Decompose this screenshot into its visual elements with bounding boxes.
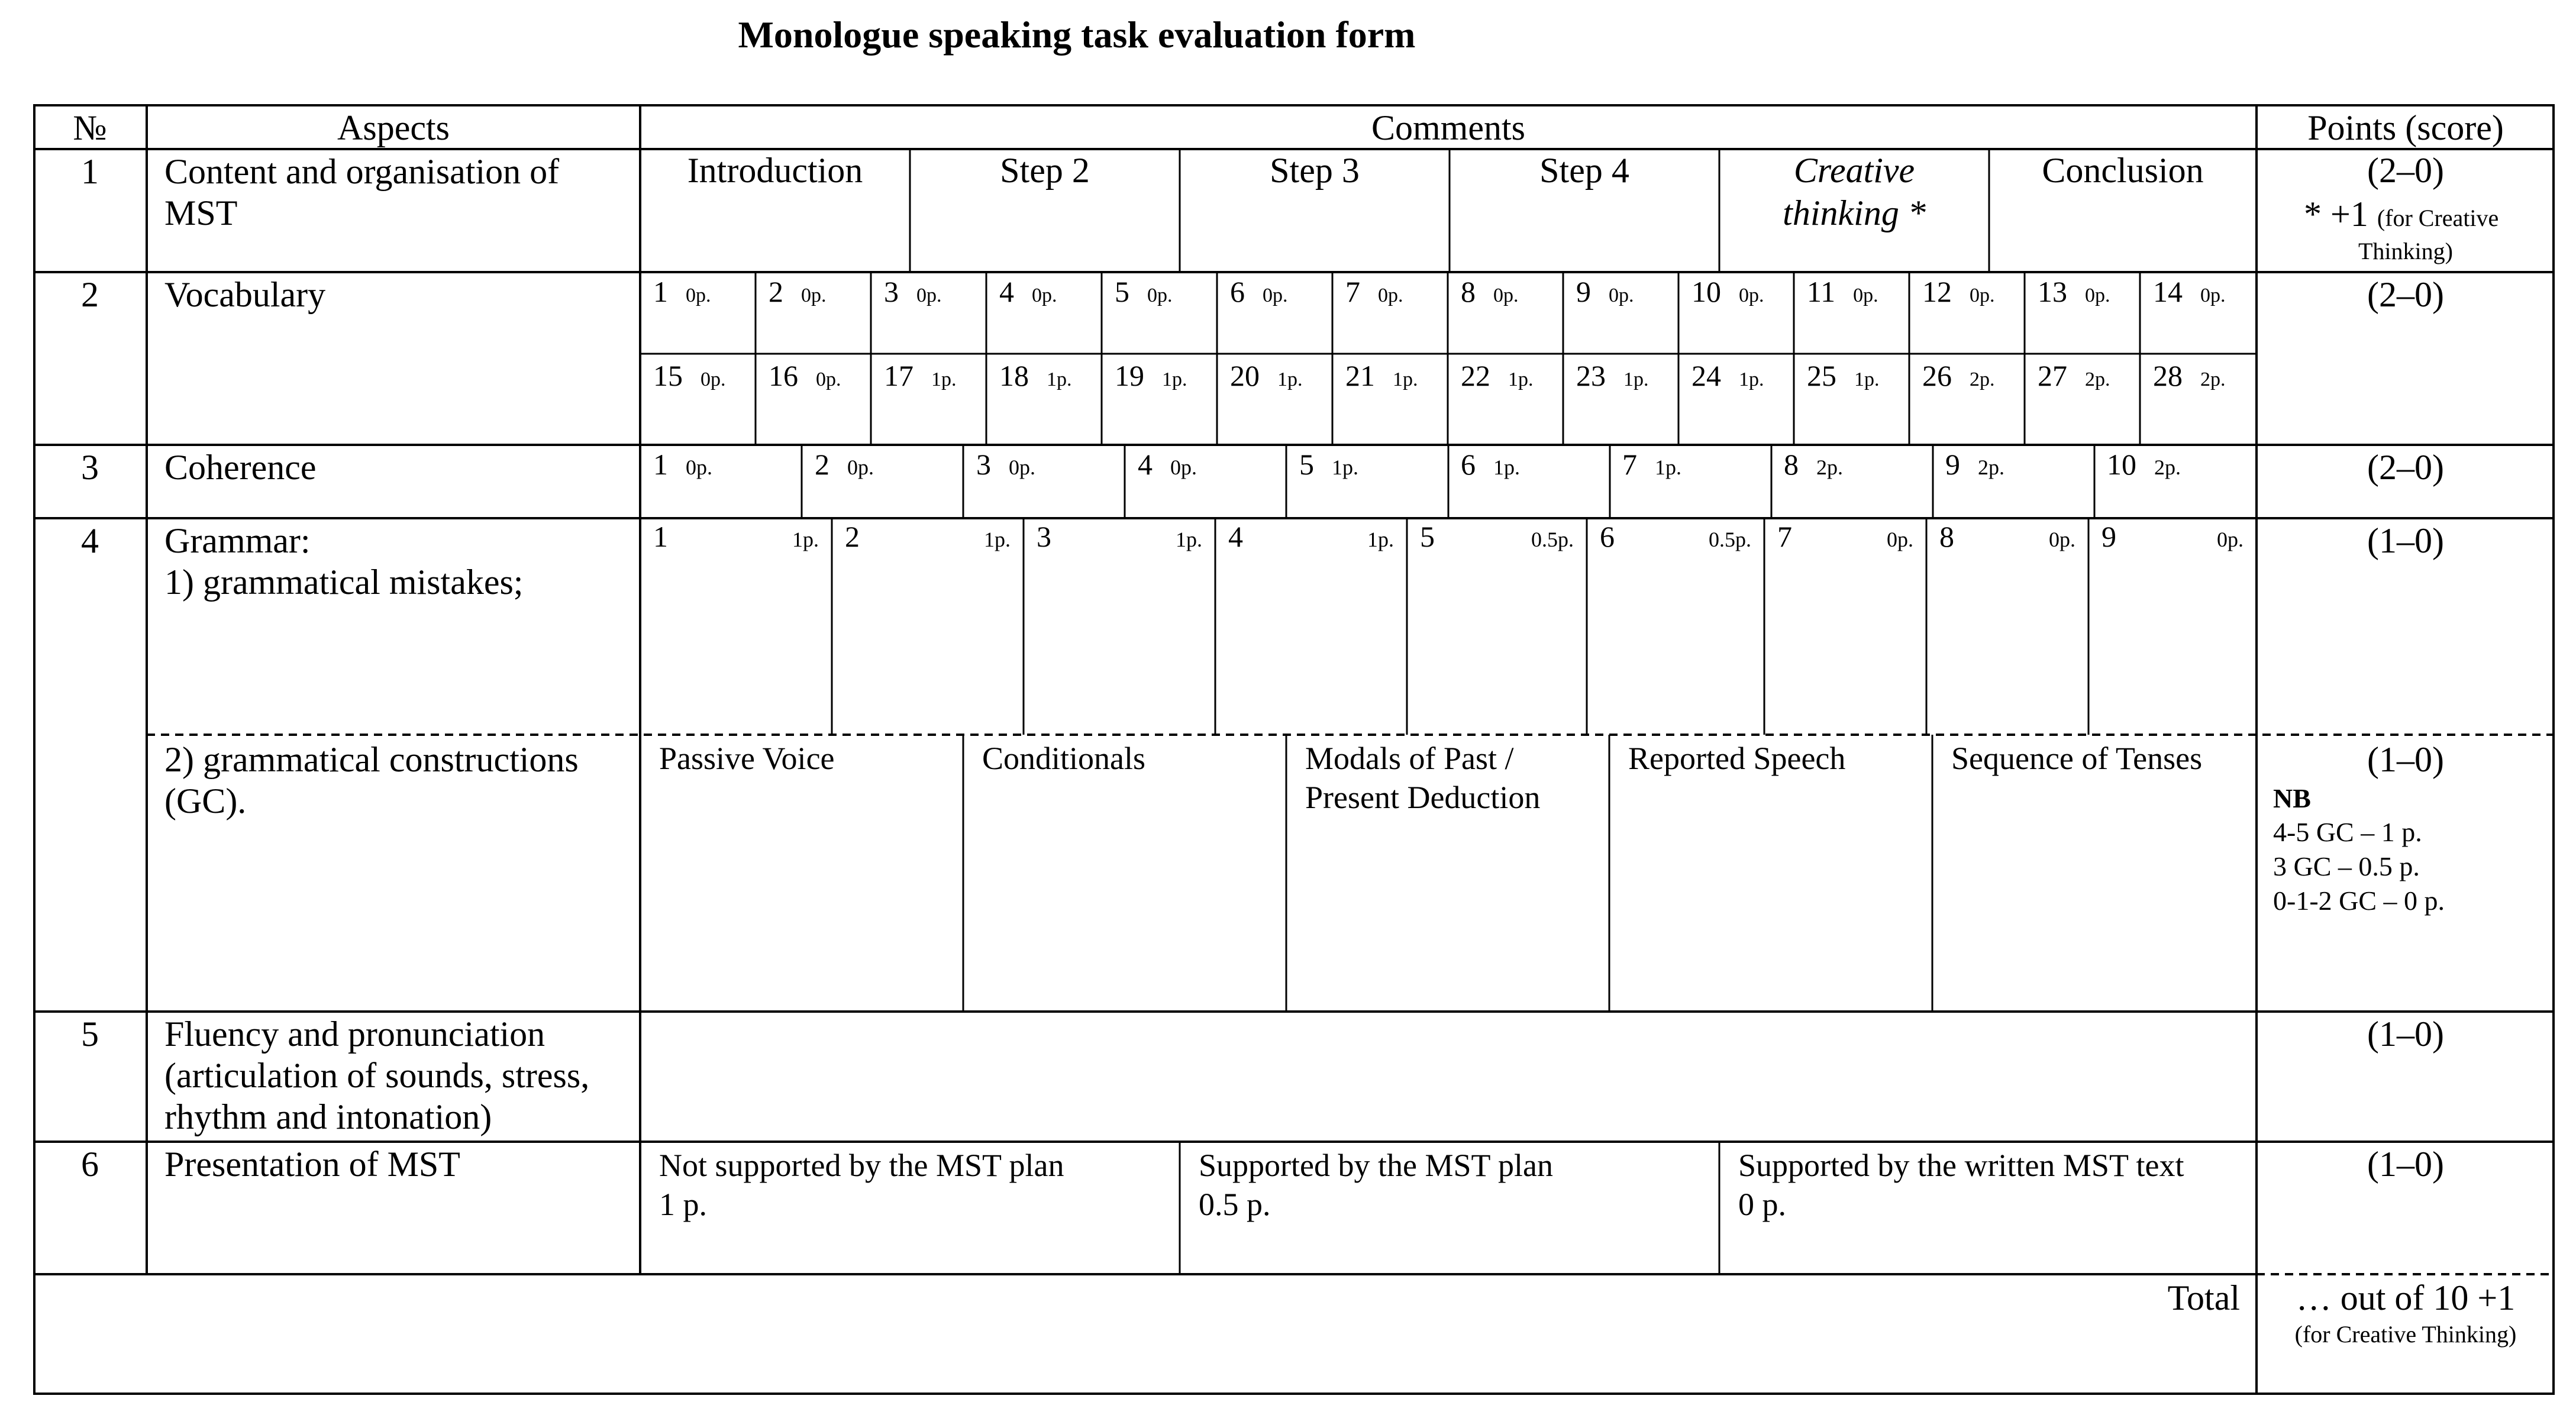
cell-number: 7: [1777, 520, 1792, 553]
cell-points: 1p.: [1655, 455, 1681, 479]
cell-points: 0p.: [2200, 285, 2226, 306]
cell-points: 0p.: [1609, 285, 1634, 306]
cell-number: 2: [845, 520, 860, 553]
total-value: … out of 10 +1: [2296, 1278, 2516, 1317]
part-introduction: Introduction: [687, 151, 863, 190]
cell-number: 6: [1461, 448, 1476, 481]
cell-number: 12: [1922, 275, 1952, 308]
cell-number: 28: [2153, 359, 2183, 392]
score-cell: [653, 447, 712, 482]
cell-number: 5: [1299, 448, 1314, 481]
header-number: №: [73, 108, 107, 147]
cell-number: 22: [1461, 359, 1490, 392]
cell-points: 0.5p.: [1531, 528, 1574, 551]
cell-number: 5: [1420, 520, 1435, 553]
aspect-grammar-constructions: 2) grammatical constructions: [164, 740, 579, 779]
score-cell: [769, 274, 827, 309]
points-content: (2–0): [2367, 151, 2444, 190]
score-cell: [1138, 447, 1197, 482]
nb-rule-2: 3 GC – 0.5 p.: [2273, 851, 2420, 881]
cell-points: 1p.: [1277, 369, 1303, 390]
score-cell: [2102, 519, 2243, 554]
cell-points: 0p.: [701, 369, 726, 390]
cell-points: 0p.: [1853, 285, 1878, 306]
cell-points: 0p.: [1009, 455, 1035, 479]
score-cell: [1228, 519, 1394, 554]
part-step-2: Step 2: [1000, 151, 1090, 190]
cell-number: 13: [2038, 275, 2067, 308]
cell-points: 0p.: [2049, 528, 2075, 551]
cell-number: 18: [999, 359, 1029, 392]
cell-number: 21: [1345, 359, 1375, 392]
aspect-fluency-2: (articulation of sounds, stress,: [164, 1056, 590, 1095]
cell-number: 4: [1138, 448, 1153, 481]
construction-sequence-of-tenses: Sequence of Tenses: [1951, 741, 2203, 776]
header-aspects: Aspects: [337, 108, 450, 147]
cell-points: 2p.: [1816, 455, 1843, 479]
score-cell: [845, 519, 1011, 554]
construction-modals-2: Present Deduction: [1305, 780, 1541, 815]
cell-number: 5: [1115, 275, 1129, 308]
cell-number: 25: [1807, 359, 1836, 392]
score-cell: [1037, 519, 1202, 554]
score-cell: [1600, 519, 1751, 554]
aspect-coherence: Coherence: [164, 448, 317, 487]
row-number: 3: [81, 448, 99, 487]
score-cell: [999, 274, 1057, 309]
cell-points: 0p.: [1739, 285, 1764, 306]
cell-points: 1p.: [1854, 369, 1880, 390]
cell-number: 16: [769, 359, 798, 392]
cell-points: 1p.: [984, 528, 1011, 551]
cell-number: 9: [1945, 448, 1960, 481]
cell-points: 0p.: [801, 285, 827, 306]
cell-number: 8: [1784, 448, 1799, 481]
cell-points: 0p.: [1170, 455, 1197, 479]
cell-number: 2: [769, 275, 783, 308]
score-cell: [1807, 274, 1878, 309]
row-number: 1: [81, 152, 99, 191]
score-cell: [1230, 274, 1288, 309]
cell-points: 0p.: [1970, 285, 1995, 306]
cell-number: 20: [1230, 359, 1260, 392]
cell-number: 1: [653, 448, 668, 481]
bonus-points: [2304, 193, 2498, 235]
cell-number: 11: [1807, 275, 1836, 308]
cell-points: 2p.: [2200, 369, 2226, 390]
cell-points: 1p.: [1332, 455, 1358, 479]
part-step-3: Step 3: [1270, 151, 1360, 190]
row-number: 6: [81, 1145, 99, 1184]
score-cell: [1576, 358, 1649, 393]
cell-points: 1p.: [1176, 528, 1202, 551]
cell-points: 0p.: [1147, 285, 1173, 306]
cell-points: 2p.: [1978, 455, 2004, 479]
row-number: 5: [81, 1015, 99, 1054]
points-grammar-mistakes: (1–0): [2367, 521, 2444, 560]
cell-number: 1: [653, 520, 668, 553]
cell-number: 6: [1600, 520, 1615, 553]
header-comments: Comments: [1371, 108, 1525, 147]
points-grammar-constructions: (1–0): [2367, 740, 2444, 779]
aspect-content-label: Content and organisation of: [164, 152, 560, 191]
score-cell: [1922, 274, 1995, 309]
cell-number: 8: [1939, 520, 1954, 553]
score-cell: [1115, 274, 1173, 309]
cell-points: 1p.: [1493, 455, 1520, 479]
score-cell: [2153, 358, 2226, 393]
cell-number: 23: [1576, 359, 1606, 392]
score-cell: [1691, 358, 1764, 393]
nb-rule-3: 0-1-2 GC – 0 p.: [2273, 886, 2445, 916]
score-cell: [884, 274, 942, 309]
cell-points: 2p.: [1970, 369, 1995, 390]
presentation-option-1: Not supported by the MST plan: [659, 1148, 1064, 1183]
score-cell: [1461, 274, 1519, 309]
presentation-score-3: 0 p.: [1738, 1187, 1786, 1222]
score-cell: [815, 447, 874, 482]
score-cell: [1299, 447, 1358, 482]
score-cell: [2153, 274, 2226, 309]
header-points: Points (score): [2307, 108, 2504, 147]
cell-number: 17: [884, 359, 913, 392]
score-cell: [2107, 447, 2181, 482]
cell-points: 2p.: [2154, 455, 2181, 479]
aspect-grammar-mistakes: 1) grammatical mistakes;: [164, 563, 524, 602]
cell-points: 0p.: [686, 285, 711, 306]
cell-points: 0p.: [847, 455, 874, 479]
cell-points: 0p.: [916, 285, 942, 306]
score-cell: [1807, 358, 1880, 393]
cell-number: 26: [1922, 359, 1952, 392]
score-cell: [1345, 274, 1403, 309]
score-cell: [1461, 358, 1534, 393]
cell-points: 1p.: [931, 369, 957, 390]
part-creative-thinking-2: thinking *: [1783, 193, 1926, 232]
cell-number: 3: [976, 448, 991, 481]
cell-number: 9: [1576, 275, 1591, 308]
cell-points: 0p.: [1263, 285, 1288, 306]
cell-number: 7: [1622, 448, 1637, 481]
cell-points: 1p.: [1623, 369, 1649, 390]
nb-label: NB: [2273, 783, 2311, 813]
score-cell: [1922, 358, 1995, 393]
cell-number: 7: [1345, 275, 1360, 308]
points-presentation: (1–0): [2367, 1145, 2444, 1184]
cell-number: 6: [1230, 275, 1245, 308]
cell-number: 3: [1037, 520, 1051, 553]
cell-number: 4: [1228, 520, 1243, 553]
cell-points: 1p.: [1508, 369, 1534, 390]
construction-modals: Modals of Past /: [1305, 741, 1514, 776]
cell-points: 0p.: [1032, 285, 1057, 306]
cell-points: 1p.: [1367, 528, 1394, 551]
score-cell: [999, 358, 1072, 393]
score-cell: [1622, 447, 1681, 482]
cell-number: 3: [884, 275, 899, 308]
total-note: (for Creative Thinking): [2294, 1321, 2517, 1348]
points-coherence: (2–0): [2367, 448, 2444, 487]
row-number: 4: [81, 521, 99, 560]
cell-points: 0p.: [1493, 285, 1519, 306]
score-cell: [1691, 274, 1764, 309]
cell-number: 4: [999, 275, 1014, 308]
cell-points: 0p.: [686, 455, 712, 479]
score-cell: [1576, 274, 1634, 309]
aspect-grammar: Grammar:: [164, 521, 311, 560]
construction-reported-speech: Reported Speech: [1628, 741, 1846, 776]
cell-number: 19: [1115, 359, 1144, 392]
points-fluency: (1–0): [2367, 1015, 2444, 1054]
score-cell: [1777, 519, 1913, 554]
construction-passive-voice: Passive Voice: [659, 741, 835, 776]
cell-number: 8: [1461, 275, 1476, 308]
score-cell: [653, 274, 711, 309]
cell-number: 1: [653, 275, 668, 308]
score-cell: [1784, 447, 1843, 482]
presentation-option-3: Supported by the written MST text: [1738, 1148, 2184, 1183]
score-cell: [1345, 358, 1418, 393]
part-conclusion: Conclusion: [2042, 151, 2204, 190]
aspect-vocabulary: Vocabulary: [164, 275, 326, 314]
cell-points: 0p.: [2217, 528, 2243, 551]
aspect-fluency: Fluency and pronunciation: [164, 1015, 545, 1054]
score-cell: [653, 358, 726, 393]
bonus-value: * +1: [2304, 195, 2368, 234]
cell-points: 2p.: [2085, 369, 2110, 390]
score-cell: [2038, 358, 2110, 393]
cell-number: 15: [653, 359, 683, 392]
construction-conditionals: Conditionals: [982, 741, 1146, 776]
cell-points: 1p.: [1739, 369, 1764, 390]
score-cell: [884, 358, 957, 393]
cell-number: 2: [815, 448, 829, 481]
part-step-4: Step 4: [1539, 151, 1629, 190]
presentation-option-2: Supported by the MST plan: [1199, 1148, 1553, 1183]
cell-points: 1p.: [1162, 369, 1187, 390]
score-cell: [1939, 519, 2075, 554]
score-cell: [1230, 358, 1303, 393]
score-cell: [1115, 358, 1187, 393]
score-cell: [1461, 447, 1520, 482]
row-number: 2: [81, 275, 99, 314]
presentation-score-1: 1 p.: [659, 1187, 707, 1222]
total-label: Total: [2167, 1278, 2240, 1317]
bonus-note: (for Creative: [2377, 205, 2499, 231]
cell-points: 1p.: [1393, 369, 1418, 390]
cell-points: 0p.: [1887, 528, 1913, 551]
cell-number: 10: [1691, 275, 1721, 308]
presentation-score-2: 0.5 p.: [1199, 1187, 1271, 1222]
cell-points: 0p.: [1378, 285, 1403, 306]
cell-number: 14: [2153, 275, 2183, 308]
score-cell: [1420, 519, 1574, 554]
form-title: Monologue speaking task evaluation form: [738, 14, 1416, 56]
aspect-fluency-3: rhythm and intonation): [164, 1097, 492, 1136]
aspect-grammar-constructions-2: (GC).: [164, 781, 247, 820]
nb-rule-1: 4-5 GC – 1 p.: [2273, 817, 2422, 847]
score-cell: [653, 519, 819, 554]
cell-points: 1p.: [1047, 369, 1072, 390]
part-creative-thinking: Creative: [1793, 151, 1915, 190]
cell-points: 0p.: [816, 369, 841, 390]
score-cell: [2038, 274, 2110, 309]
score-cell: [769, 358, 841, 393]
cell-points: 0p.: [2085, 285, 2110, 306]
cell-number: 27: [2038, 359, 2067, 392]
score-cell: [976, 447, 1035, 482]
aspect-presentation: Presentation of MST: [164, 1145, 460, 1184]
cell-points: 0.5p.: [1709, 528, 1751, 551]
cell-number: 10: [2107, 448, 2136, 481]
cell-number: 24: [1691, 359, 1721, 392]
bonus-note-2: Thinking): [2358, 238, 2453, 264]
evaluation-table: [33, 104, 2555, 1395]
cell-number: 9: [2102, 520, 2116, 553]
score-cell: [1945, 447, 2004, 482]
points-vocabulary: (2–0): [2367, 275, 2444, 314]
cell-points: 1p.: [792, 528, 819, 551]
aspect-content-label-2: MST: [164, 193, 238, 232]
